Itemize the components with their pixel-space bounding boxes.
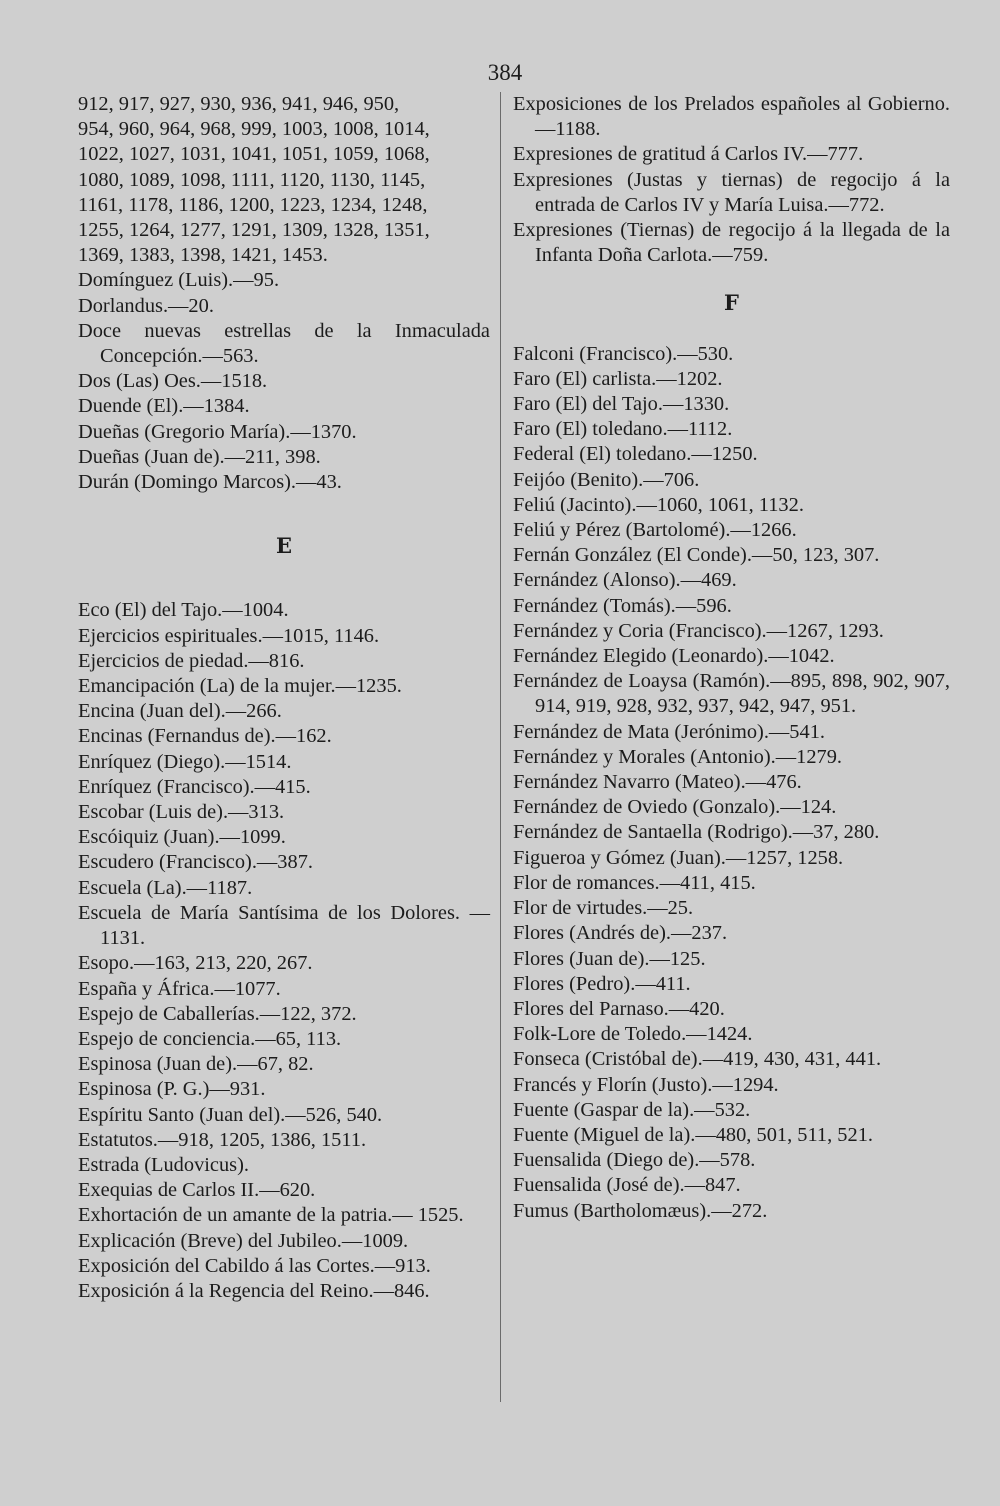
left-column [78,92,490,1304]
index-entry: Ejercicios de piedad.—816. [78,649,305,672]
index-entry: Faro (El) toledano.—1112. [513,418,733,441]
continuation-line: 1369, 1383, 1398, 1421, 1453. [78,244,328,267]
index-entry: Exhortación de un amante de la patria.— 1525. [78,1204,464,1227]
index-entry: Doce nuevas estrellas de la Inmaculada Concepción.—563. [78,319,490,368]
index-entry: Fernández y Coria (Francisco).—1267, 1293. [513,619,884,642]
continuation-line: 1255, 1264, 1277, 1291, 1309, 1328, 1351, [78,219,430,242]
index-entry: Flores (Andrés de).—237. [513,922,728,945]
index-entry: Fumus (Bartholomæus).—272. [513,1199,768,1222]
continuation-block [78,92,490,268]
index-entry: Escuela de María Santísima de los Dolores. —1131. [78,901,490,950]
f-entries [513,342,950,1224]
index-entry: Enríquez (Diego).—1514. [78,750,292,773]
index-entry: Fernández Navarro (Mateo).—476. [513,771,802,794]
index-entry: Flores del Parnaso.—420. [513,997,725,1020]
page-number: 384 [487,60,523,85]
index-entry: Flores (Pedro).—411. [513,972,691,995]
index-entry: Flor de virtudes.—25. [513,897,694,920]
index-entry: Estatutos.—918, 1205, 1386, 1511. [78,1128,367,1151]
index-entry: Feijóo (Benito).—706. [513,468,700,491]
index-entry: Flores (Juan de).—125. [513,947,706,970]
index-entry: Domínguez (Luis).—95. [78,269,280,292]
index-entry: Emancipación (La) de la mujer.—1235. [78,675,402,698]
index-entry: Exequias de Carlos II.—620. [78,1179,316,1202]
index-entry: Fuente (Miguel de la).—480, 501, 511, 521. [513,1123,873,1146]
index-entry: Dorlandus.—20. [78,294,214,317]
index-entry: Fuensalida (Diego de).—578. [513,1149,756,1172]
index-entry: Dueñas (Gregorio María).—1370. [78,420,357,443]
index-entry: Fuensalida (José de).—847. [513,1174,741,1197]
index-entry: Fernández de Mata (Jerónimo).—541. [513,720,825,743]
index-entry: Escobar (Luis de).—313. [78,801,285,824]
index-entry: España y África.—1077. [78,977,281,1000]
section-letter-f: F [724,290,739,316]
index-entry: Explicación (Breve) del Jubileo.—1009. [78,1229,409,1252]
index-entry: Durán (Domingo Marcos).—43. [78,471,342,494]
index-entry: Expresiones de gratitud á Carlos IV.—777. [513,143,864,166]
index-entry: Ejercicios espirituales.—1015, 1146. [78,624,380,647]
index-entry: Exposición á la Regencia del Reino.—846. [78,1279,430,1302]
index-entry: Faro (El) del Tajo.—1330. [513,393,730,416]
column-divider [500,92,501,1402]
index-entry: Espejo de conciencia.—65, 113. [78,1027,342,1050]
index-entry: Exposición del Cabildo á las Cortes.—913. [78,1254,431,1277]
index-entry: Flor de romances.—411, 415. [513,871,756,894]
index-entry: Expresiones (Tiernas) de regocijo á la llegada de la Infanta Doña Carlota.—759. [513,219,950,267]
index-entry: Dos (Las) Oes.—1518. [78,370,268,393]
index-entry: Duende (El).—1384. [78,395,250,418]
index-entry: Faro (El) carlista.—1202. [513,367,723,390]
index-entry: Feliú (Jacinto).—1060, 1061, 1132. [513,493,804,516]
index-entry: Fernández de Loaysa (Ramón).—895, 898, 902, 907, 914, 919, 928, 932, 937, 942, 947, 951. [513,670,950,718]
index-entry: Francés y Florín (Justo).—1294. [513,1073,779,1096]
continuation-line: 1080, 1089, 1098, 1111, 1120, 1130, 1145, [78,168,426,191]
continuation-line: 912, 917, 927, 930, 936, 941, 946, 950, [78,93,400,115]
index-entry: Fernández (Tomás).—596. [513,594,732,617]
section-letter-e: E [275,533,292,559]
index-entry: Espejo de Caballerías.—122, 372. [78,1002,357,1025]
index-entry: Enríquez (Francisco).—415. [78,775,311,798]
e-entries-continued [513,92,950,268]
index-entry: Escuela (La).—1187. [78,876,253,899]
e-entries [78,598,490,1304]
index-entry: Escóiquiz (Juan).—1099. [78,826,286,849]
index-entry: Fernán González (El Conde).—50, 123, 307. [513,544,880,567]
right-column [513,92,950,1224]
index-entry: Encinas (Fernandus de).—162. [78,725,332,748]
index-entry: Fernández de Santaella (Rodrigo).—37, 280. [513,821,880,844]
index-entry: Fernández Elegido (Leonardo).—1042. [513,645,835,668]
index-entry: Falconi (Francisco).—530. [513,342,734,365]
index-entry: Expresiones (Justas y tiernas) de regocijo á la entrada de Carlos IV y María Luisa.—772. [513,168,950,216]
continuation-line: 1022, 1027, 1031, 1041, 1051, 1059, 1068, [78,143,430,166]
index-entry: Figueroa y Gómez (Juan).—1257, 1258. [513,846,844,869]
continuation-line: 954, 960, 964, 968, 999, 1003, 1008, 1014, [78,118,430,141]
index-entry: Federal (El) toledano.—1250. [513,443,758,466]
index-entry: Eco (El) del Tajo.—1004. [78,599,289,622]
index-entry: Encina (Juan del).—266. [78,700,282,723]
index-entry: Folk-Lore de Toledo.—1424. [513,1023,753,1046]
continuation-line: 1161, 1178, 1186, 1200, 1223, 1234, 1248, [78,193,428,216]
index-entry: Fernández (Alonso).—469. [513,569,737,592]
index-entry: Dueñas (Juan de).—211, 398. [78,445,321,468]
index-entry: Fonseca (Cristóbal de).—419, 430, 431, 441. [513,1048,882,1071]
index-entry: Fuente (Gaspar de la).—532. [513,1098,751,1121]
index-entry: Escudero (Francisco).—387. [78,851,313,874]
index-entry: Estrada (Ludovicus). [78,1153,250,1176]
index-entry: Fernández de Oviedo (Gonzalo).—124. [513,796,837,819]
index-entry: Exposiciones de los Prelados españoles al Gobierno.—1188. [513,93,950,141]
index-entry: Espíritu Santo (Juan del).—526, 540. [78,1103,383,1126]
index-entry: Feliú y Pérez (Bartolomé).—1266. [513,519,797,542]
index-entry: Espinosa (Juan de).—67, 82. [78,1053,314,1076]
index-entry: Esopo.—163, 213, 220, 267. [78,952,313,975]
d-entries [78,268,490,495]
index-entry: Espinosa (P. G.)—931. [78,1078,266,1101]
index-entry: Fernández y Morales (Antonio).—1279. [513,745,843,768]
